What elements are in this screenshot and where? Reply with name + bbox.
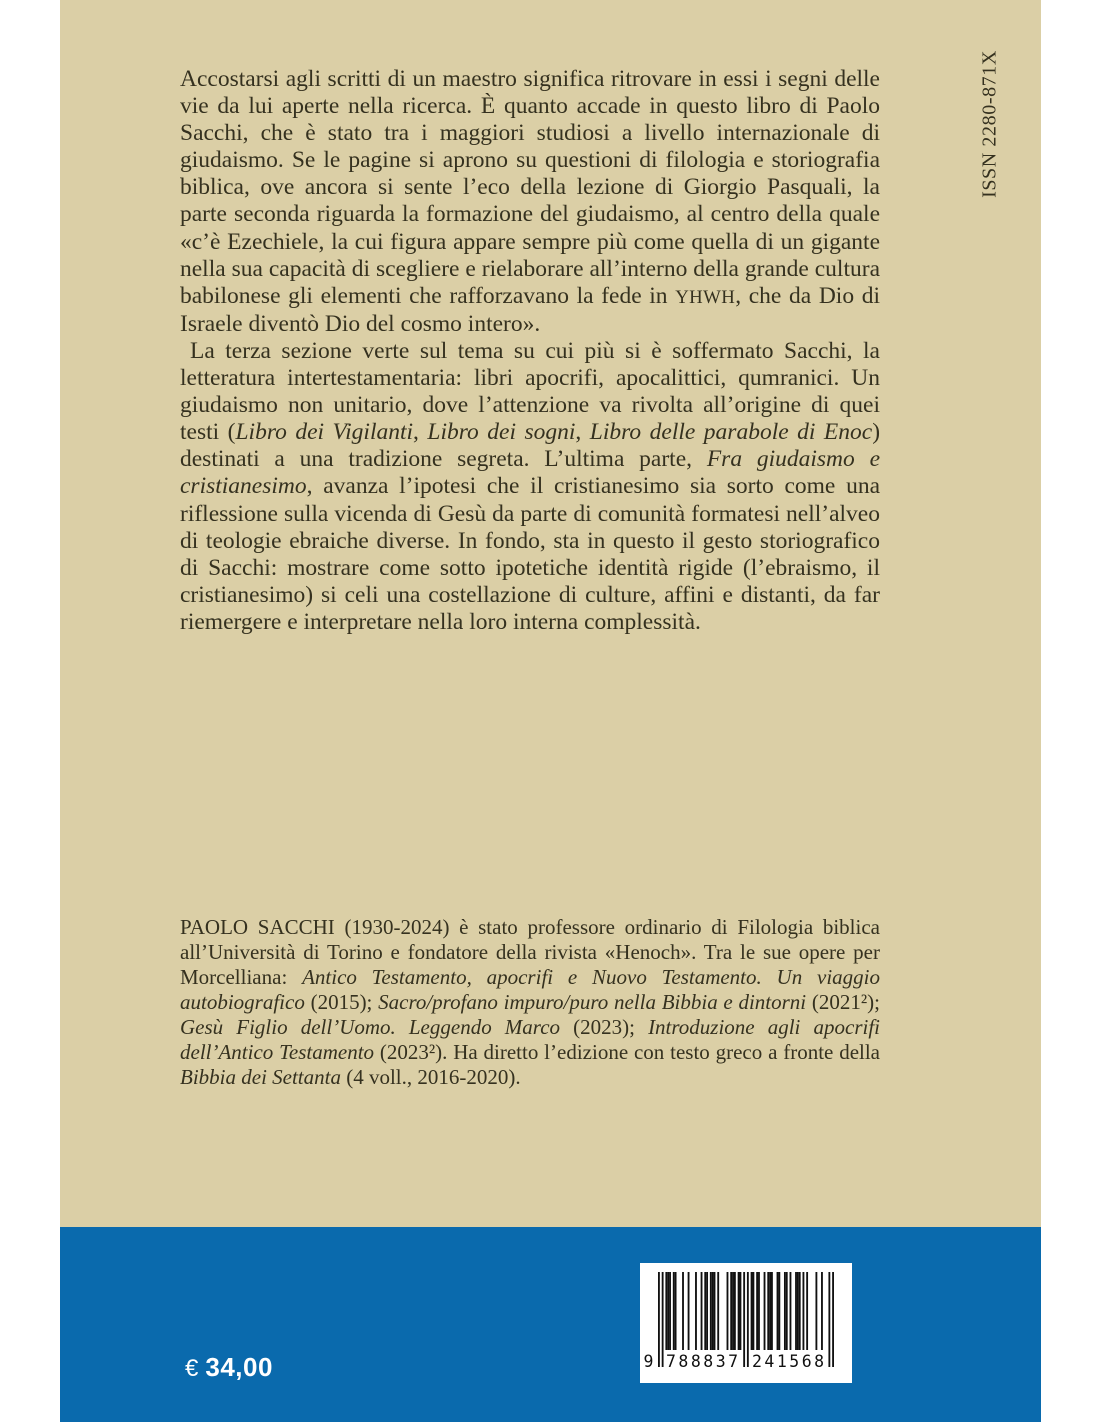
barcode-digit-first: 9 <box>643 1352 654 1371</box>
blurb-paragraph-1: Accostarsi agli scritti di un maestro significa ritrovare in essi i segni delle vie da lui aperte nella ricerca. È quanto accade in questo libro di Paolo Sacchi, che è stato tra i maggiori studiosi a livello internazionale di giudaismo. Se le pagine si aprono su questioni di filologia e storiografia biblica, ove ancora si sente l’eco della lezione di Giorgio Pasquali, la parte seconda riguarda la formazione del giudaismo, al centro della quale «c’è Ezechiele, la cui figura appare sempre più come quella di un gigante nella sua capacità di scegliere e rielaborare all’interno della grande cultura babilonese gli elementi che rafforzavano la fede in YHWH, che da Dio di Israele diventò Dio del cosmo intero». <box>180 66 880 337</box>
blurb-text-block <box>180 66 880 636</box>
barcode-digits-left: 788837 <box>666 1352 741 1371</box>
price-label <box>185 1352 273 1383</box>
barcode-digits-right: 241568 <box>752 1352 827 1371</box>
back-cover <box>60 0 1041 1422</box>
author-bio-paragraph: PAOLO SACCHI (1930-2024) è stato professore ordinario di Filologia biblica all’Università di Torino e fondatore della rivista «Henoch». Tra le sue opere per Morcelliana: Antico Testamento, apocrifi e Nuovo Testamento. Un viaggio autobiografico (2015); Sacro/profano impuro/puro nella Bibbia e dintorni (2021²); Gesù Figlio dell’Uomo. Leggendo Marco (2023); Introduzione agli apocrifi dell’Antico Testamento (2023²). Ha diretto l’edizione con testo greco a fronte della Bibbia dei Settanta (4 voll., 2016-2020). <box>180 915 880 1089</box>
price-currency-symbol: € <box>185 1355 199 1382</box>
blurb-paragraph-2: La terza sezione verte sul tema su cui più si è soffermato Sacchi, la letteratura intertestamentaria: libri apocrifi, apocalittici, qumranici. Un giudaismo non unitario, dove l’attenzione va rivolta all’origine di quei testi (Libro dei Vigilanti, Libro dei sogni, Libro delle parabole di Enoc) destinati a una tradizione segreta. L’ultima parte, Fra giudaismo e cristianesimo, avanza l’ipotesi che il cristianesimo sia sorto come una riflessione sulla vicenda di Gesù da parte di comunità formatesi nell’alveo di teologie ebraiche diverse. In fondo, sta in questo il gesto storiografico di Sacchi: mostrare come sotto ipotetiche identità rigide (l’ebraismo, il cristianesimo) si celi una costellazione di culture, affini e distanti, da far riemergere e interpretare nella loro interna complessità. <box>180 337 881 635</box>
bottom-color-band <box>60 1227 1041 1422</box>
isbn-barcode <box>640 1263 852 1383</box>
issn-label: ISSN 2280-871X <box>978 50 1001 198</box>
price-amount: 34,00 <box>205 1352 273 1382</box>
